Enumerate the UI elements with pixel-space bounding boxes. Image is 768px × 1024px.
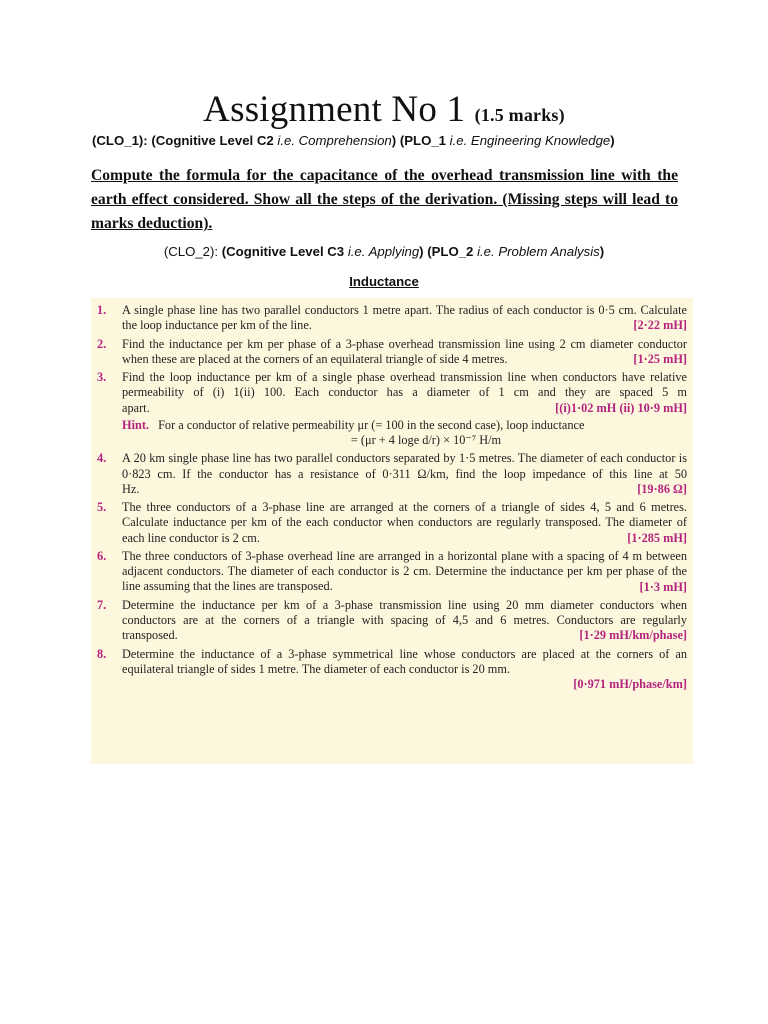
problem-text: A single phase line has two parallel conductors 1 metre apart. The radius of each conductor is 0·5 cm. Calculate the loop inductance per km of the line.	[122, 303, 687, 333]
problem-item	[95, 598, 687, 644]
clo1-plo-tag: ) (PLO_1	[391, 133, 446, 148]
clo2-level-note: i.e. Applying	[347, 244, 420, 259]
problem-item	[95, 500, 687, 546]
problem-item	[95, 370, 687, 416]
problem-list	[91, 298, 693, 764]
problem-number: 3.	[97, 370, 107, 385]
problem-answer: [1·3 mH]	[639, 579, 687, 594]
problem-answer: [1·285 mH]	[627, 530, 687, 545]
problem-answer: [0·971 mH/phase/km]	[573, 677, 687, 692]
hint-text: For a conductor of relative permeability μr (= 100 in the second case), loop inductance	[158, 418, 585, 433]
hint-label: Hint.	[122, 418, 149, 433]
clo2-plo-tag: ) (PLO_2	[419, 244, 474, 259]
problem-text: Find the loop inductance per km of a single phase overhead transmission line when conductors have relative permeability of (i) 1(ii) 100. Each conductor has a diameter of 1 cm and they are spaced 5 m apart.	[122, 370, 687, 415]
problem-item	[95, 549, 687, 595]
clo2-plo-note: i.e. Problem Analysis	[477, 244, 600, 259]
problem-answer: [19·86 Ω]	[637, 482, 687, 497]
problem-text: Determine the inductance of a 3-phase symmetrical line whose conductors are placed at the corners of an equilateral triangle of sides 1 metre. The diameter of each conductor is 20 mm.	[122, 646, 687, 676]
problem-number: 4.	[97, 451, 107, 466]
problem-item	[95, 337, 687, 368]
problem-answer: [(i)1·02 mH (ii) 10·9 mH]	[555, 400, 687, 415]
problem-text: A 20 km single phase line has two parallel conductors separated by 1·5 metres. The diameter of each conductor is 0·823 cm. If the conductor has a resistance of 0·311 Ω/km, find the loop impedance of this line at 50 Hz.	[122, 451, 687, 496]
title-main: Assignment No 1	[203, 89, 466, 130]
problem-number: 6.	[97, 549, 107, 564]
problem-number: 2.	[97, 336, 107, 351]
clo2-close: )	[599, 244, 605, 259]
clo1-tag: (CLO_1): (Cognitive Level C2	[92, 133, 274, 148]
clo2-tag-open: (CLO_2):	[163, 244, 222, 259]
page-title	[0, 88, 768, 131]
problem-answer: [1·25 mH]	[633, 352, 687, 367]
problem-number: 8.	[97, 646, 107, 661]
problem-text: The three conductors of a 3-phase line are arranged at the corners of a triangle of sides 4, 5 and 6 metres. Calculate inductance per km of the each conductor when conductors are regularly transposed. The diameter of each line conductor is 2 cm.	[122, 500, 687, 545]
problem-text: The three conductors of 3-phase overhead line are arranged in a horizontal plane with a spacing of 4 m between adjacent conductors. The diameter of each conductor is 2 cm. Determine the inductance per km per phase of the line assuming that the lines are transposed.	[122, 549, 687, 594]
title-marks: (1.5 marks)	[474, 105, 565, 125]
clo1-close: )	[610, 133, 615, 148]
clo1-line	[92, 133, 615, 148]
clo2-line	[0, 244, 768, 259]
section-heading: Inductance	[349, 274, 419, 289]
problem-number: 7.	[97, 597, 107, 612]
problem-number: 1.	[97, 303, 107, 317]
problem-text: Find the inductance per km per phase of a 3-phase overhead transmission line using 2 cm diameter conductor when these are placed at the corners of an equilateral triangle of side 4 metres.	[122, 336, 687, 366]
assignment-task: Compute the formula for the capacitance of the overhead transmission line with the earth effect considered. Show all the steps of the derivation. (Missing steps will lead to marks deduction).	[91, 167, 678, 232]
clo2-tag: (Cognitive Level C3	[221, 244, 345, 259]
hint-block	[95, 418, 687, 433]
problem-answer: [1·29 mH/km/phase]	[579, 628, 687, 643]
problem-item	[95, 647, 687, 693]
problem-item	[95, 451, 687, 497]
hint-formula: = (μr + 4 loge d/r) × 10⁻⁷ H/m	[350, 433, 502, 448]
problem-answer: [2·22 mH]	[633, 318, 687, 333]
problem-item	[95, 303, 687, 334]
problem-number: 5.	[97, 500, 107, 515]
clo1-plo-note: i.e. Engineering Knowledge	[449, 133, 611, 148]
clo1-level-note: i.e. Comprehension	[277, 133, 392, 148]
problem-text: Determine the inductance per km of a 3-phase transmission line using 20 mm diameter conductors when conductors are at the corners of a triangle with spacing of 4,5 and 6 metres. Conductors are regularly transposed.	[122, 597, 687, 643]
